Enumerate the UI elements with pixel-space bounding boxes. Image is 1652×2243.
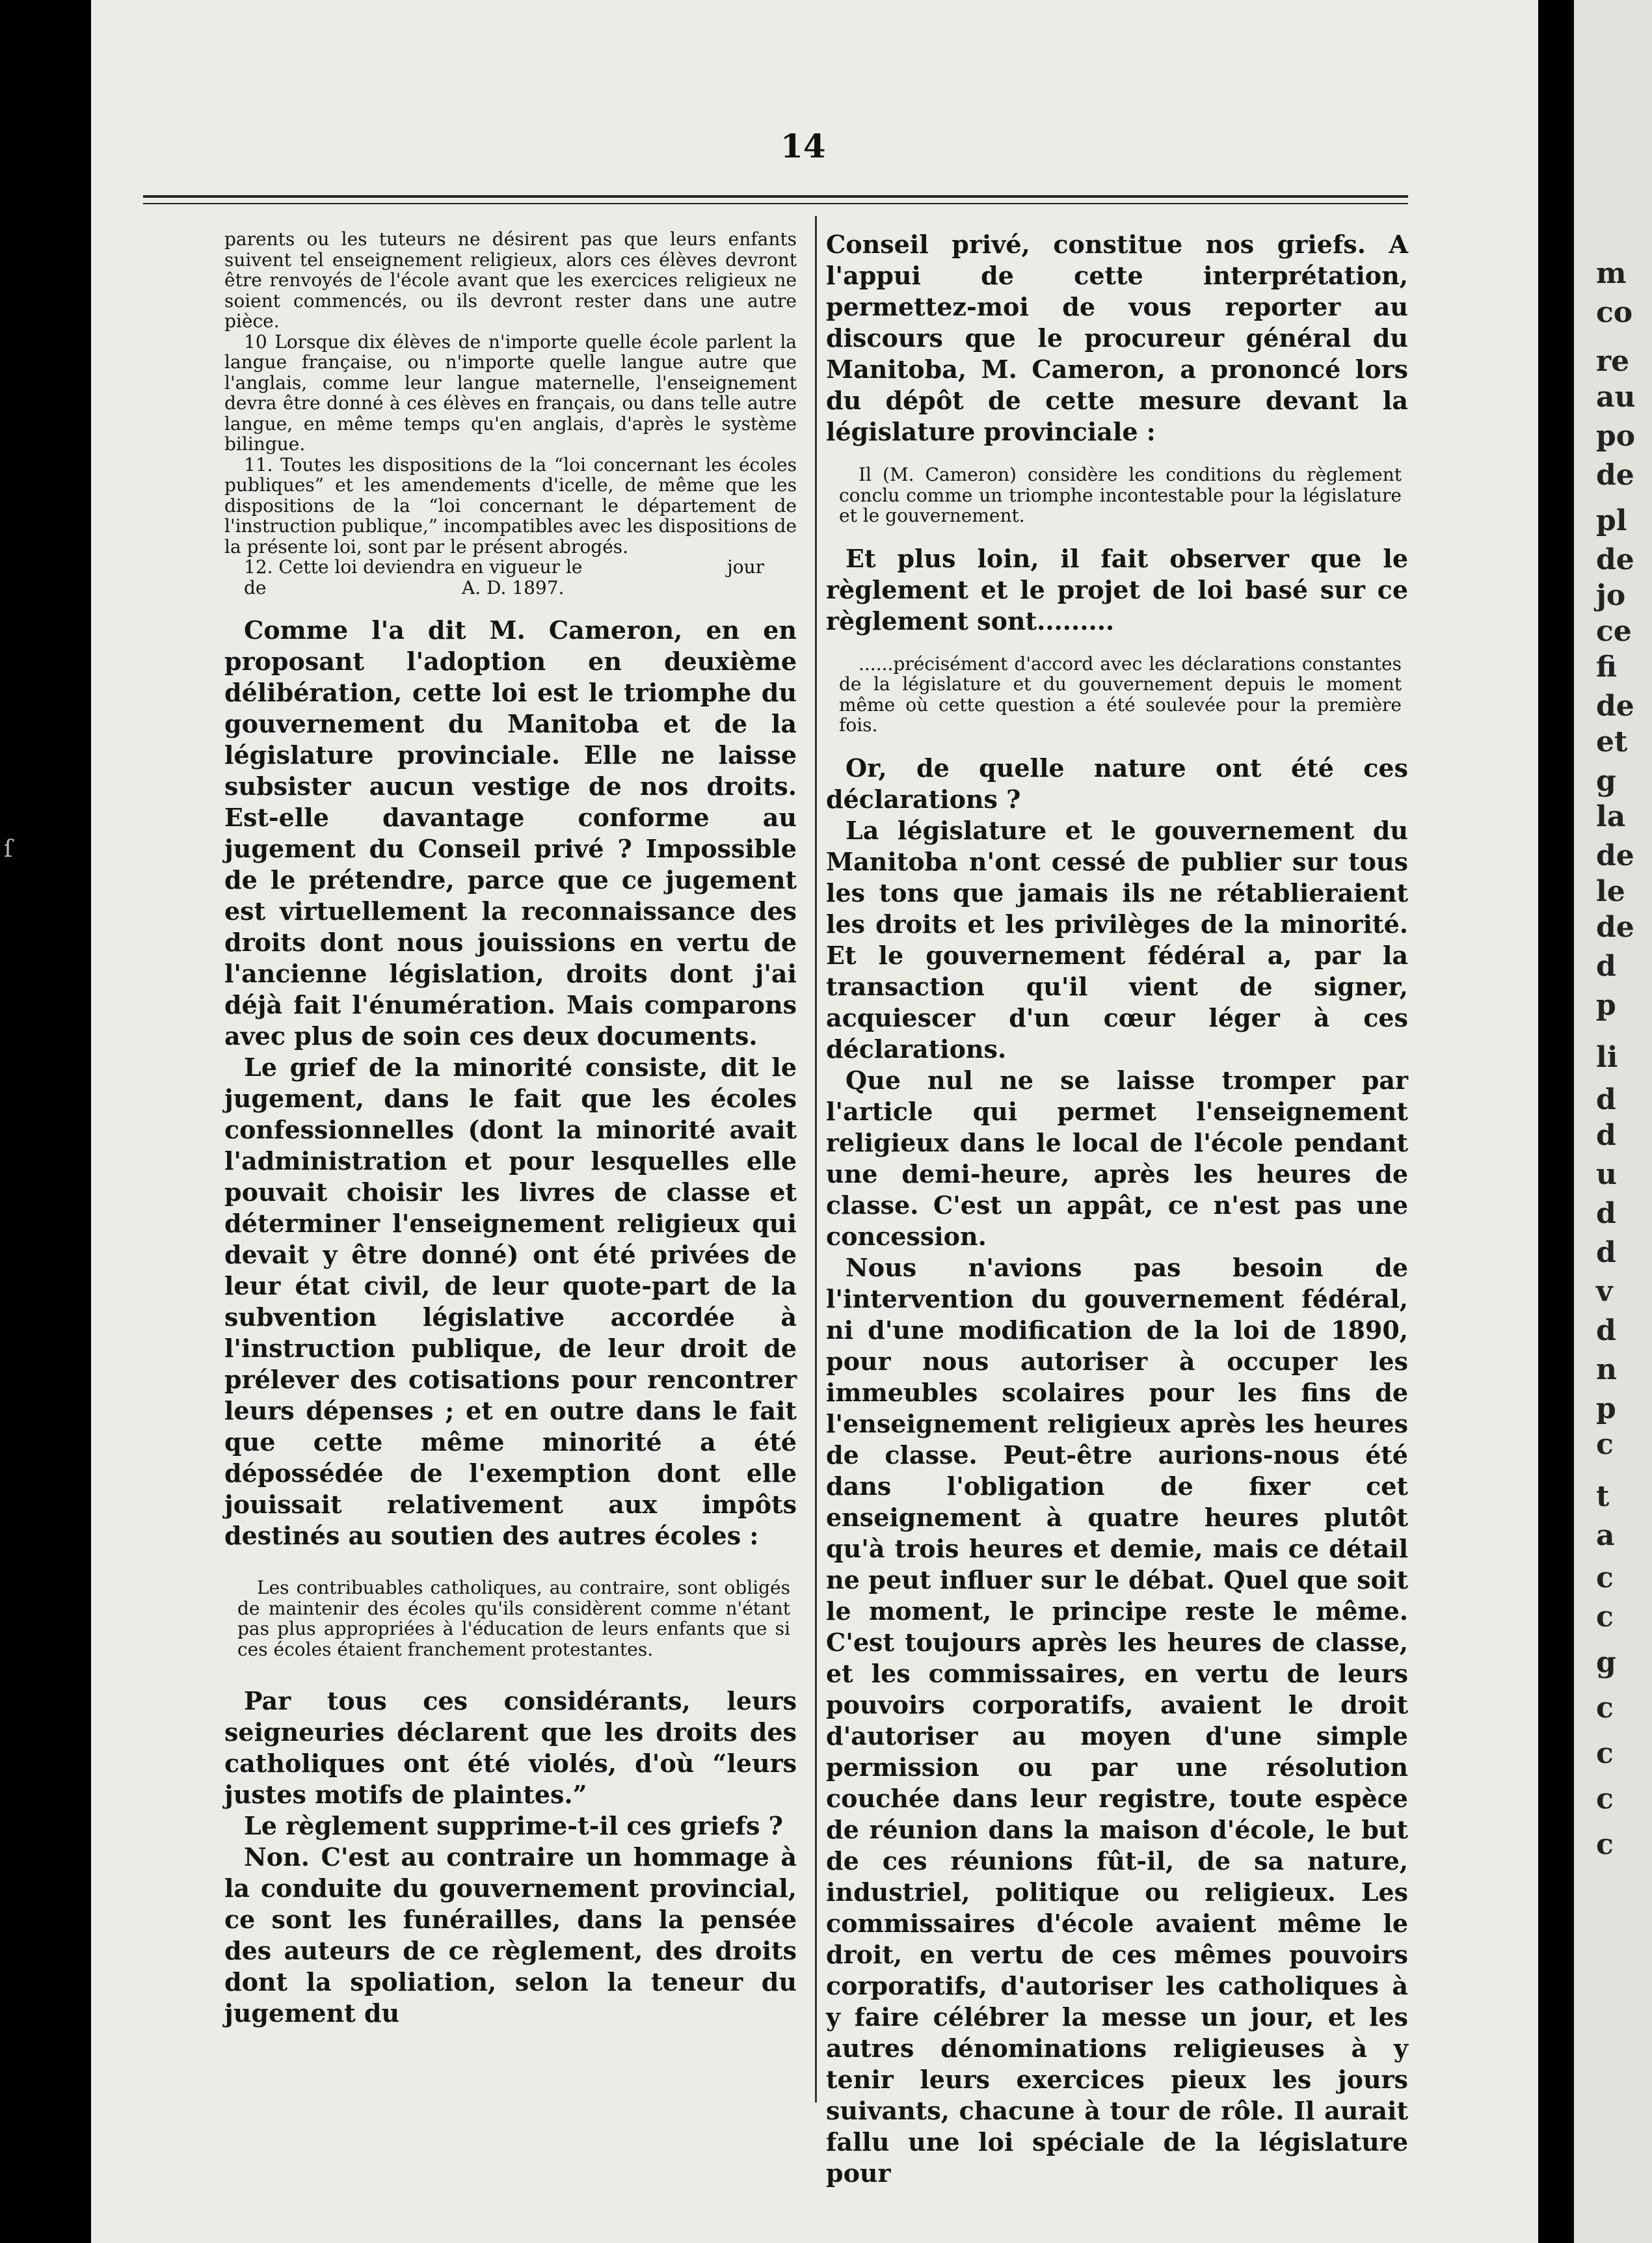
law-paragraph: 11. Toutes les dispositions de la “loi concernant les écoles publiques” et les amendements d'icelle, de même que les dispositions de la “loi concernant le département de l'instruction publique,” incompatibles avec les dispositions de la présente loi, sont par le présent abrogés. (224, 453, 797, 557)
edge-text-fragment: d (1596, 950, 1616, 983)
edge-text-fragment: t (1596, 1480, 1610, 1513)
edge-text-fragment: et (1596, 725, 1628, 759)
page-number: 14 (780, 127, 826, 165)
edge-text-fragment: c (1596, 1600, 1614, 1633)
block-quote: ......précisément d'accord avec les déclarations constantes de la législature et du gouvernement depuis le moment même où cette question a été soulevée pour la première fois. (839, 652, 1402, 736)
edge-text-fragment: co (1596, 296, 1633, 329)
left-column (224, 229, 797, 2029)
edge-text-fragment: d (1596, 1314, 1616, 1347)
edge-text-fragment: g (1596, 1646, 1616, 1679)
law-12-de: de (244, 576, 267, 598)
column-divider (815, 216, 817, 2102)
law-paragraph: 10 Lorsque dix élèves de n'importe quelle école parlent la langue française, ou n'importe quelle langue autre que l'anglais, comme leur langue maternelle, l'enseignement devra être donné à ces élèves en français, ou dans telle autre langue, en même temps qu'en anglais, d'après le système bilingue. (224, 330, 797, 455)
body-paragraph: Le grief de la minorité consiste, dit le jugement, dans le fait que les écoles confessionnelles (dont la minorité avait l'administration et pour lesquelles elle pouvait choisir les livres de classe et déterminer l'enseignement religieux qui devait y être donné) ont été privées de leur état civil, de leur quote-part de la subvention législative accordée à l'instruction publique, de leur droit de prélever des cotisations pour rencontrer leurs dépenses ; et en outre dans le fait que cette même minorité a été dépossédée de l'exemption dont elle jouissait relativement aux impôts destinés au soutien des autres écoles : (224, 1053, 797, 1550)
edge-text-fragment: de (1596, 839, 1634, 872)
edge-text-fragment: c (1596, 1737, 1614, 1770)
body-paragraph: Conseil privé, constitue nos griefs. A l'appui de cette interprétation, permettez-moi de vous reporter au discours que le procureur général du Manitoba, M. Cameron, a prononcé lors du dépôt de cette mesure devant la législature provinciale : (826, 230, 1408, 446)
law-article-12-date (224, 578, 797, 598)
body-paragraph: Nous n'avions pas besoin de l'intervention du gouvernement fédéral, ni d'une modification de la loi de 1890, pour nous autoriser à occuper les immeubles scolaires pour les fins de l'enseignement religieux après les heures de classe. Peut-être aurions-nous été dans l'obligation de fixer cet enseignement à quatre heures plutôt qu'à trois heures et demie, mais ce détail ne peut influer sur le débat. Quel que soit le moment, le principe reste le même. C'est toujours après les heures de classe, et les commissaires, en vertu de leurs pouvoirs corporatifs, avaient le droit d'autoriser au moyen d'une simple permission ou par une résolution couchée dans leur registre, toute espèce de réunion dans la maison d'école, le but de ces réunions fût-il, de sa nature, industriel, politique ou religieux. Les commissaires d'école avaient même le droit, en vertu de ces mêmes pouvoirs corporatifs, d'autoriser les catholiques à y faire célébrer la messe un jour, et les autres dénominations religieuses à y tenir leurs exercices pieux les jours suivants, chacune à tour de rôle. Il aurait fallu une loi spéciale de la législature pour (826, 1252, 1408, 2188)
edge-text-fragment: g (1596, 764, 1616, 798)
edge-text-fragment: re (1596, 345, 1630, 378)
edge-text-fragment: c (1596, 1782, 1614, 1816)
law-12-day: jour (727, 556, 764, 578)
header-rule-thin (143, 203, 1408, 204)
edge-text-fragment: m (1596, 257, 1627, 290)
edge-text-fragment: c (1596, 1428, 1614, 1461)
law-paragraph: parents ou les tuteurs ne désirent pas que leurs enfants suivent tel enseignement religieux, alors ces élèves devront être renvoyés de l'école avant que les exercices religieux ne soient commencés, ou ils devront rester dans une autre pièce. (224, 228, 797, 332)
edge-text-fragment: n (1596, 1353, 1617, 1386)
edge-text-fragment: d (1596, 1197, 1616, 1230)
body-paragraph: Le règlement supprime-t-il ces griefs ? (244, 1811, 783, 1840)
edge-text-fragment: d (1596, 1083, 1616, 1116)
edge-text-fragment: d (1596, 1236, 1616, 1269)
body-paragraph: La législature et le gouvernement du Manitoba n'ont cessé de publier sur tous les tons que jamais ils ne rétablieraient les droits et les privilèges de la minorité. Et le gouvernement fédéral a, par la transaction qu'il vient de signer, acquiescer d'un cœur léger à ces déclarations. (826, 815, 1408, 1064)
edge-text-fragment: po (1596, 420, 1636, 453)
adjacent-page-edge (1574, 0, 1652, 2243)
block-quote: Il (M. Cameron) considère les conditions du règlement conclu comme un triomphe incontestable pour la législature et le gouvernement. (839, 464, 1402, 526)
scan-edge-mark: ſ (4, 836, 13, 863)
edge-text-fragment: la (1596, 800, 1626, 833)
edge-text-fragment: c (1596, 1691, 1614, 1725)
edge-text-fragment: p (1596, 1392, 1616, 1425)
edge-text-fragment: de (1596, 459, 1634, 492)
body-paragraph: Comme l'a dit M. Cameron, en en proposant l'adoption en deuxième délibération, cette loi est le triomphe du gouvernement du Manitoba et de la législature provinciale. Elle ne laisse subsister aucun vestige de nos droits. Est-elle davantage conforme au jugement du Conseil privé ? Impossible de le prétendre, parce que ce jugement est virtuellement la reconnaissance des droits dont nous jouissions en vertu de l'ancienne législation, droits dont j'ai déjà fait l'énumération. Mais comparons avec plus de soin ces deux documents. (224, 615, 797, 1051)
edge-text-fragment: v (1596, 1275, 1613, 1308)
body-paragraph: Or, de quelle nature ont été ces déclarations ? (826, 753, 1408, 814)
body-paragraph: Non. C'est au contraire un hommage à la conduite du gouvernement provincial, ce sont les funérailles, dans la pensée des auteurs de ce règlement, des droits dont la spoliation, selon la teneur du jugement du (224, 1842, 797, 2028)
edge-text-fragment: p (1596, 989, 1616, 1022)
edge-text-fragment: jo (1596, 579, 1626, 612)
body-paragraph: Par tous ces considérants, leurs seigneuries déclarent que les droits des catholiques ont été violés, d'où “leurs justes motifs de plaintes.” (224, 1686, 797, 1809)
body-paragraph: Que nul ne se laisse tromper par l'article qui permet l'enseignement religieux dans le local de l'école pendant une demi-heure, après les heures de classe. C'est un appât, ce n'est pas une concession. (826, 1065, 1408, 1251)
header-rule (143, 195, 1408, 198)
edge-text-fragment: u (1596, 1158, 1617, 1191)
edge-text-fragment: de (1596, 690, 1634, 723)
body-paragraph: Et plus loin, il fait observer que le règlement et le projet de loi basé sur ce règlement sont......... (826, 543, 1408, 636)
law-12-text: 12. Cette loi deviendra en vigueur le (244, 556, 583, 578)
edge-text-fragment: de (1596, 911, 1634, 944)
right-column (826, 229, 1408, 2189)
edge-text-fragment: li (1596, 1041, 1618, 1074)
edge-text-fragment: a (1596, 1519, 1615, 1552)
edge-text-fragment: ce (1596, 615, 1632, 648)
edge-text-fragment: c (1596, 1561, 1614, 1594)
edge-text-fragment: pl (1596, 504, 1627, 537)
block-quote: Les contribuables catholiques, au contraire, sont obligés de maintenir des écoles qu'ils considèrent comme n'étant pas plus appropriées à l'éducation de leurs enfants que si ces écoles étaient franchement protestantes. (237, 1577, 790, 1660)
edge-text-fragment: fi (1596, 651, 1617, 684)
edge-text-fragment: le (1596, 875, 1625, 908)
edge-text-fragment: c (1596, 1828, 1614, 1861)
edge-text-fragment: d (1596, 1119, 1616, 1152)
law-12-year: A. D. 1897. (462, 576, 565, 598)
law-article-12 (224, 557, 797, 578)
edge-text-fragment: au (1596, 381, 1636, 414)
edge-text-fragment: de (1596, 543, 1634, 576)
